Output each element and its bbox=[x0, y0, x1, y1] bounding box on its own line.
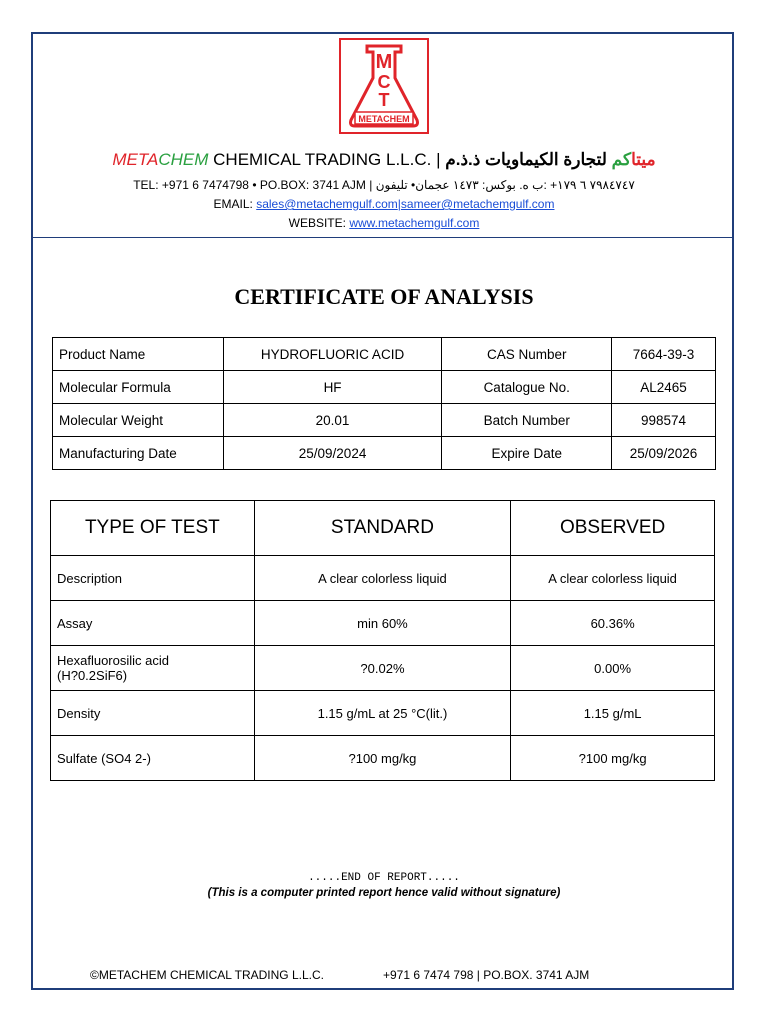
footer-contact: +971 6 7474 798 | PO.BOX. 3741 AJM bbox=[383, 968, 590, 982]
test-row bbox=[51, 556, 715, 601]
test-name-subtext: (H?0.2SiF6) bbox=[57, 668, 128, 683]
info-label: Molecular Weight bbox=[53, 404, 224, 437]
logo-banner: METACHEM bbox=[358, 114, 410, 124]
test-standard: 1.15 g/mL at 25 °C(lit.) bbox=[254, 691, 511, 736]
website-label: WEBSITE: bbox=[288, 216, 350, 230]
arabic-brand-green: كم bbox=[611, 150, 632, 169]
test-name bbox=[51, 736, 255, 781]
signature-note: (This is a computer printed report hence valid without signature) bbox=[207, 887, 561, 899]
test-name-text: Assay bbox=[57, 615, 93, 631]
brand-meta: META bbox=[112, 150, 159, 169]
info-label-2: Catalogue No. bbox=[442, 371, 612, 404]
info-label-2: Expire Date bbox=[442, 437, 612, 470]
test-name bbox=[51, 601, 255, 646]
info-row bbox=[53, 338, 716, 371]
info-row bbox=[53, 371, 716, 404]
email-separator: | bbox=[397, 197, 401, 211]
email-link-sales[interactable]: sales@metachemgulf.com bbox=[256, 197, 398, 211]
test-row bbox=[51, 601, 715, 646]
website-line bbox=[0, 216, 768, 230]
info-label: Molecular Formula bbox=[53, 371, 224, 404]
test-row bbox=[51, 646, 715, 691]
header-observed: OBSERVED bbox=[511, 501, 715, 556]
test-name-text: Description bbox=[57, 570, 123, 586]
info-row bbox=[53, 404, 716, 437]
email-line bbox=[0, 197, 768, 211]
info-value: HYDROFLUORIC ACID bbox=[223, 338, 442, 371]
info-value-2: 7664-39-3 bbox=[612, 338, 716, 371]
test-name-text: Density bbox=[57, 705, 101, 721]
logo-letter-t: T bbox=[378, 90, 390, 110]
info-value-2: 998574 bbox=[612, 404, 716, 437]
end-of-report: .....END OF REPORT..... bbox=[308, 872, 460, 884]
info-value-2: AL2465 bbox=[612, 371, 716, 404]
test-name-text: Sulfate (SO4 2-) bbox=[57, 750, 151, 766]
logo-letter-m: M bbox=[375, 51, 393, 73]
test-standard: min 60% bbox=[254, 601, 511, 646]
product-info-table bbox=[52, 337, 716, 470]
test-name-text: Hexafluorosilic acid bbox=[57, 653, 169, 668]
email-link-sameer[interactable]: sameer@metachemgulf.com bbox=[400, 197, 555, 211]
arabic-brand-red: ميتا bbox=[631, 150, 656, 169]
arabic-company-name: لتجارة الكيماويات ذ.ذ.م bbox=[445, 150, 612, 169]
brand-chem: CHEM bbox=[158, 150, 209, 169]
header-standard: STANDARD bbox=[254, 501, 511, 556]
info-label: Manufacturing Date bbox=[53, 437, 224, 470]
header-type-of-test: TYPE OF TEST bbox=[51, 501, 255, 556]
company-name-line bbox=[0, 150, 768, 170]
email-label: EMAIL: bbox=[213, 197, 257, 211]
test-observed: 60.36% bbox=[511, 601, 715, 646]
test-observed: A clear colorless liquid bbox=[511, 556, 715, 601]
test-observed: 1.15 g/mL bbox=[511, 691, 715, 736]
test-observed: ?100 mg/kg bbox=[511, 736, 715, 781]
info-value: HF bbox=[223, 371, 442, 404]
header-divider bbox=[33, 237, 732, 238]
test-results-table bbox=[50, 500, 715, 781]
test-standard: ?0.02% bbox=[254, 646, 511, 691]
info-row bbox=[53, 437, 716, 470]
footer-copyright: ©METACHEM CHEMICAL TRADING L.L.C. bbox=[90, 968, 324, 982]
test-name bbox=[51, 646, 255, 691]
info-value-2: 25/09/2026 bbox=[612, 437, 716, 470]
info-value: 20.01 bbox=[223, 404, 442, 437]
page-title: CERTIFICATE OF ANALYSIS bbox=[234, 284, 534, 309]
info-label: Product Name bbox=[53, 338, 224, 371]
tel-line: TEL: +971 6 7474798 • PO.BOX: 3741 AJM | ٧٩٨٤٧٤٧ ٦ ١٧٩+ :ب ه. بوكس: ١٤٧٣ عجمان• تليفون bbox=[133, 178, 635, 192]
test-standard: A clear colorless liquid bbox=[254, 556, 511, 601]
test-name bbox=[51, 556, 255, 601]
test-header-row bbox=[51, 501, 715, 556]
test-row bbox=[51, 736, 715, 781]
info-label-2: Batch Number bbox=[442, 404, 612, 437]
website-link[interactable]: www.metachemgulf.com bbox=[349, 216, 480, 230]
logo-letter-c: C bbox=[377, 72, 391, 92]
test-observed: 0.00% bbox=[511, 646, 715, 691]
metachem-logo bbox=[339, 38, 429, 134]
info-value: 25/09/2024 bbox=[223, 437, 442, 470]
info-label-2: CAS Number bbox=[442, 338, 612, 371]
test-standard: ?100 mg/kg bbox=[254, 736, 511, 781]
company-name: CHEMICAL TRADING L.L.C. | bbox=[208, 150, 446, 169]
test-row bbox=[51, 691, 715, 736]
test-name bbox=[51, 691, 255, 736]
